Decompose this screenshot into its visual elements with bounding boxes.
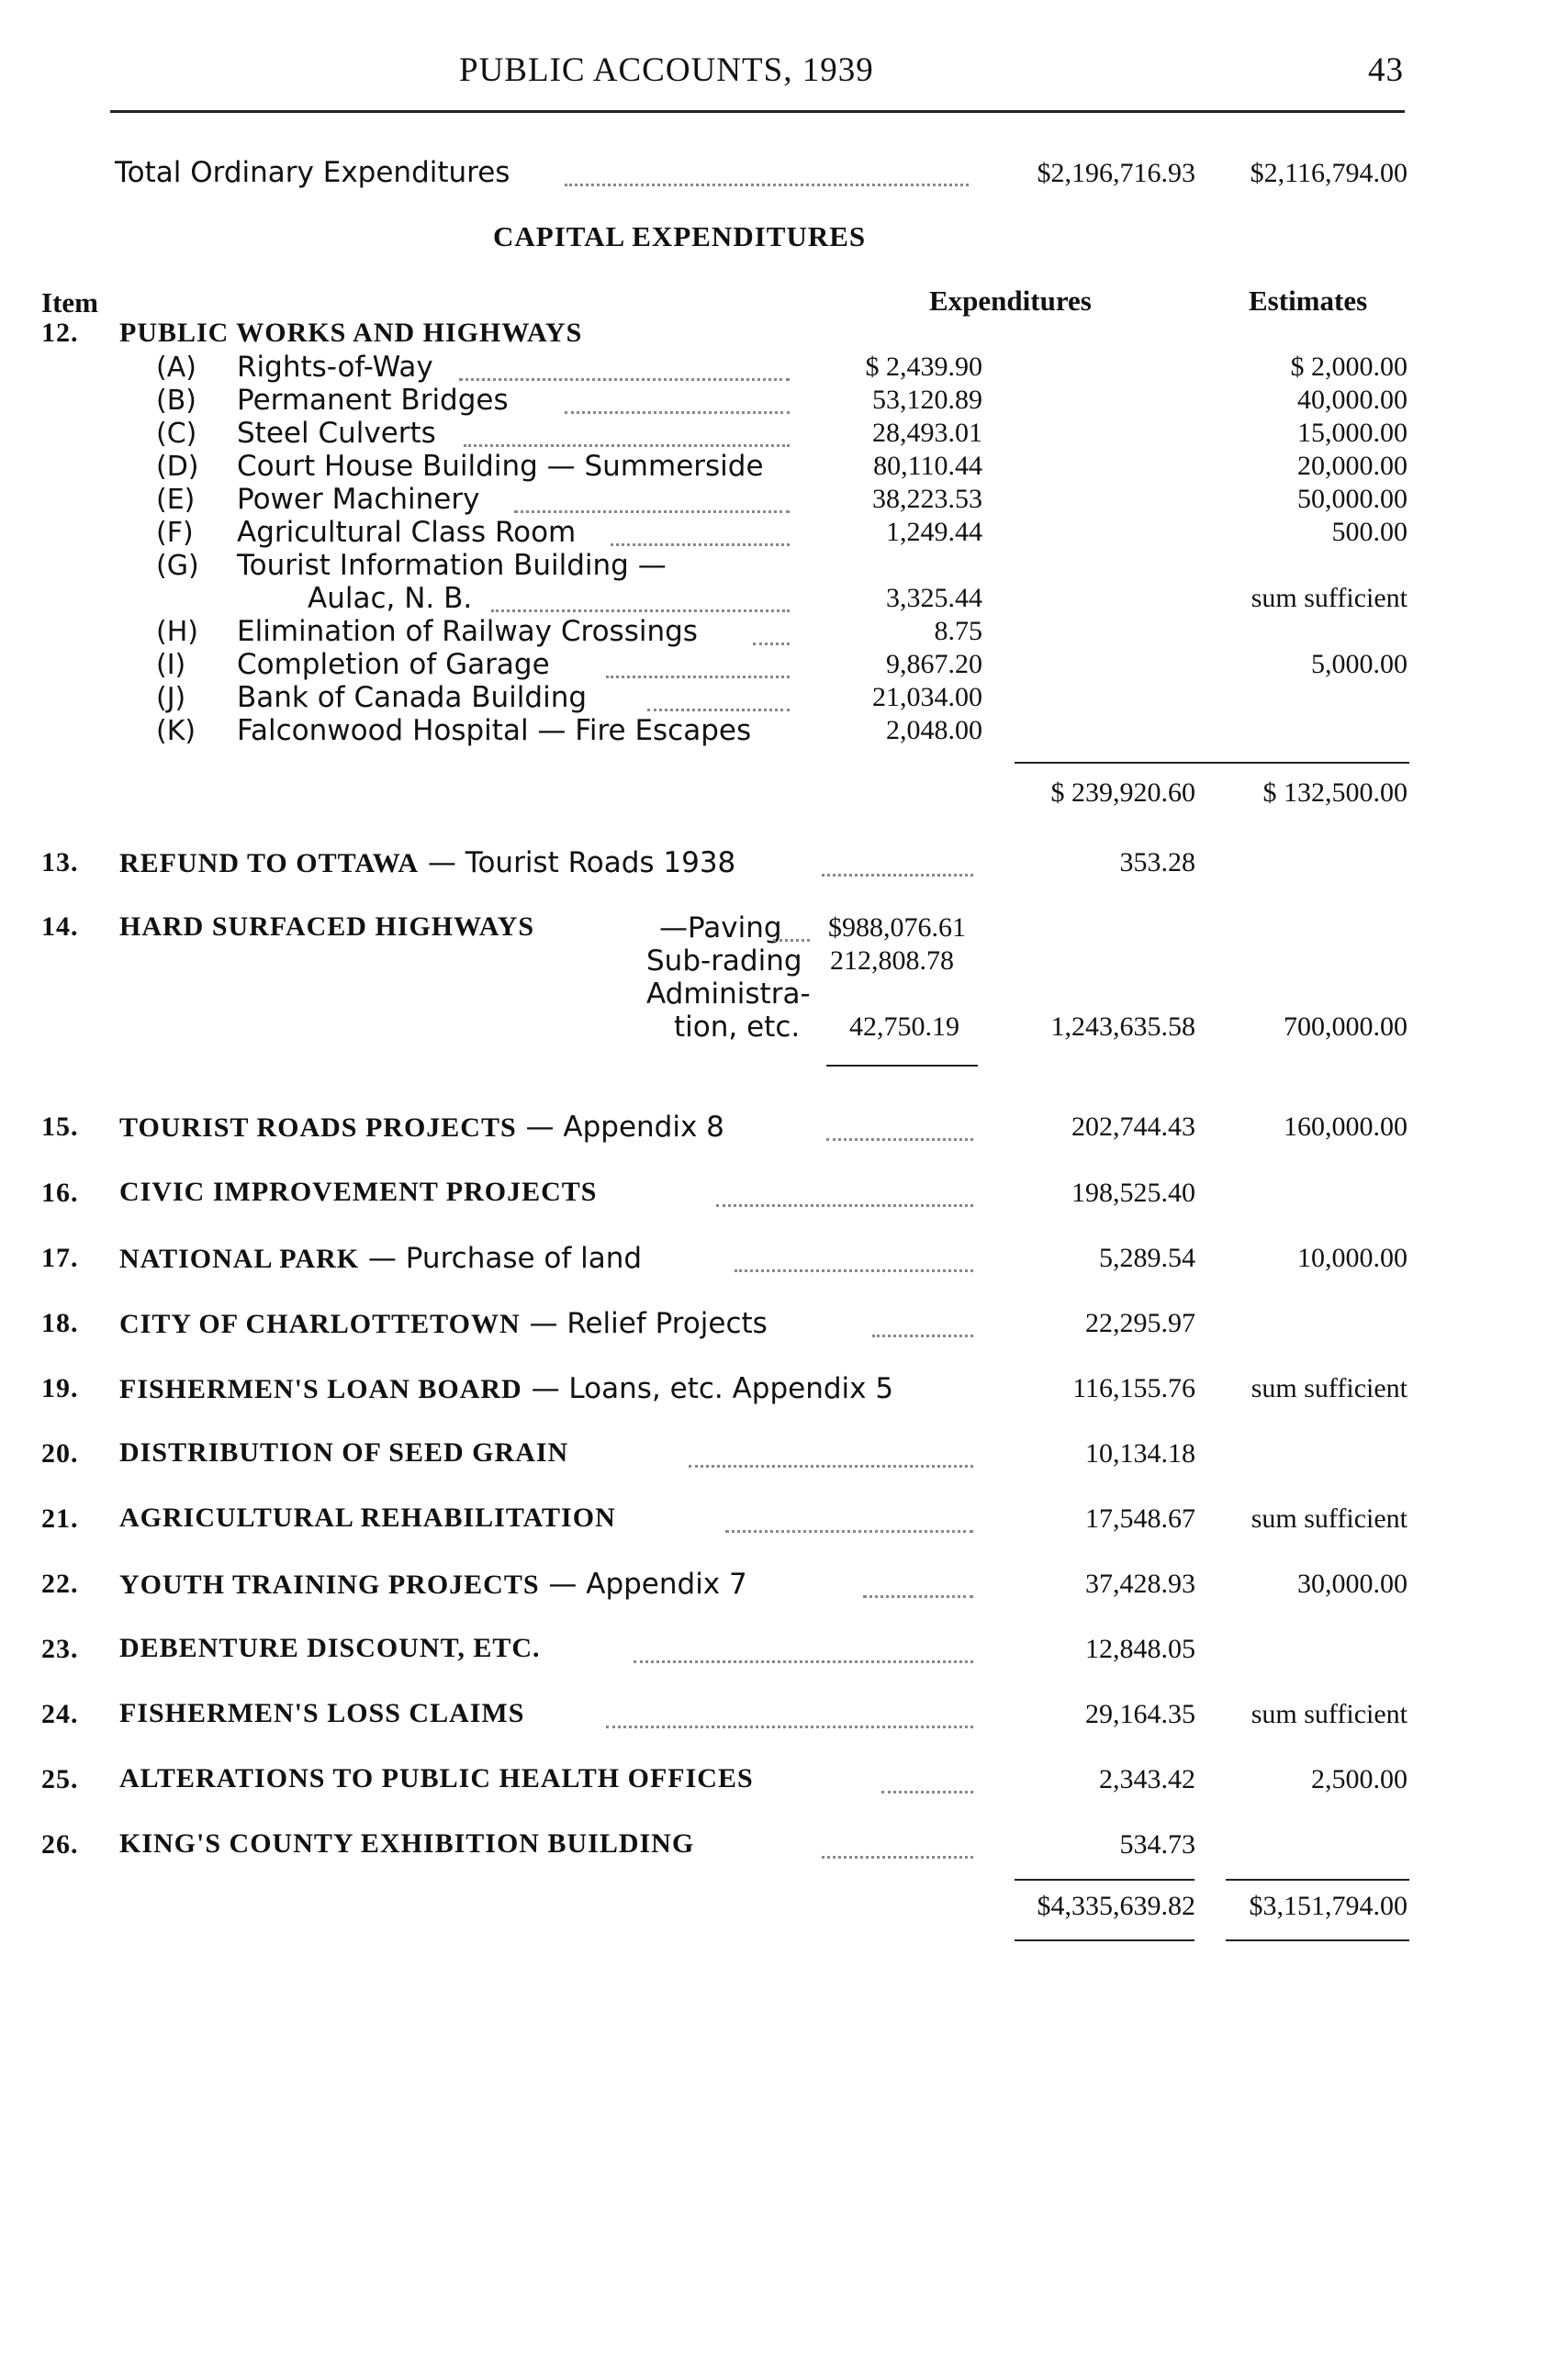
item14-row-label: Administra- [646,978,811,1011]
total-rule [1015,1939,1194,1941]
item-estimates: 160,000.00 [1284,1112,1408,1142]
total-rule [1226,1879,1409,1881]
row-amount: 38,223.53 [872,484,982,514]
row-label: Steel Culverts [237,417,436,450]
item-detail: — Purchase of land [359,1242,643,1275]
leader-dots [611,543,790,546]
item-number: 14. [41,911,79,942]
row-amount: 1,249.44 [886,517,982,547]
total-ordinary-estimates: $2,116,794.00 [1250,158,1408,188]
item-title: DISTRIBUTION OF SEED GRAIN [119,1437,569,1468]
row-letter: (B) [156,385,196,417]
item-expenditures: 2,343.42 [1099,1764,1195,1794]
total-ordinary-expenditures: $2,196,716.93 [1037,158,1195,188]
item-line [119,1698,524,1729]
row-amount: 21,034.00 [872,682,982,712]
item-line [119,1372,893,1405]
item-number: 26. [41,1829,79,1860]
item-number: 16. [41,1178,79,1208]
item-number: 25. [41,1764,79,1794]
item-title: CIVIC IMPROVEMENT PROJECTS [119,1177,598,1207]
row-estimate: 500.00 [1331,517,1408,547]
row-letter: (G) [156,550,199,582]
row-letter: (F) [156,517,194,549]
item-title: ALTERATIONS TO PUBLIC HEALTH OFFICES [119,1763,754,1793]
leader-dots [689,1465,973,1468]
row-amount: 8.75 [934,616,982,646]
row-letter: (H) [156,616,198,648]
item-number: 19. [41,1373,79,1403]
total-rule [1015,1879,1194,1881]
item-detail: — Tourist Roads 1938 [419,846,736,879]
row-amount: 53,120.89 [872,385,982,415]
row-amount: $ 2,439.90 [865,352,982,382]
row-amount: 3,325.44 [886,583,982,613]
grand-total-expenditures: $4,335,639.82 [1037,1891,1195,1921]
row-label: Permanent Bridges [237,384,509,417]
page-title: PUBLIC ACCOUNTS, 1939 [459,51,874,89]
item-expenditures: 202,744.43 [1071,1112,1195,1142]
row-label: Power Machinery [237,483,480,516]
row-estimate: 15,000.00 [1297,418,1408,448]
item-expenditures: 37,428.93 [1085,1569,1195,1599]
row-amount: 9,867.20 [886,649,982,679]
item-number: 17. [41,1243,79,1273]
row-letter: (J) [156,682,186,714]
item-title: PUBLIC WORKS AND HIGHWAYS [119,318,583,348]
item-detail: — Relief Projects [520,1307,768,1340]
column-item: Item [41,286,98,318]
item-expenditures: 22,295.97 [1085,1308,1195,1338]
item-line [119,1828,694,1860]
item-expenditures: 12,848.05 [1085,1634,1195,1664]
row-label: Rights-of-Way [237,351,433,384]
row-label: Elimination of Railway Crossings [237,615,698,648]
item-number: 13. [41,847,79,877]
row-letter: (C) [156,418,197,450]
item-title: AGRICULTURAL REHABILITATION [119,1503,616,1533]
item14-row-amount: $988,076.61 [828,912,966,943]
item14-row-amount: 212,808.78 [830,945,954,976]
item-expenditures: 534.73 [1119,1829,1195,1860]
item-title: NATIONAL PARK [119,1244,360,1274]
row-amount: 2,048.00 [886,715,982,745]
item-title: REFUND TO OTTAWA [119,848,420,878]
item-line [119,1111,724,1144]
leader-dots [459,378,790,381]
item-expenditures: 116,155.76 [1072,1373,1195,1403]
item-estimates: sum sufficient [1251,1699,1408,1729]
row-letter: (A) [156,352,196,384]
item-number: 18. [41,1308,79,1338]
total-ordinary-label: Total Ordinary Expenditures [115,156,510,189]
leader-dots [565,411,790,414]
leader-dots [725,1530,973,1533]
item-title: YOUTH TRAINING PROJECTS [119,1570,540,1600]
item-line [119,1568,747,1601]
leader-dots [716,1204,973,1207]
item-title: DEBENTURE DISCOUNT, ETC. [119,1633,541,1663]
item14-row-label: tion, etc. [674,1011,801,1044]
item-detail: — Appendix 7 [539,1568,747,1601]
item12-total-expenditures: $ 239,920.60 [1050,777,1195,808]
item13-expenditures: 353.28 [1119,847,1195,877]
leader-dots [491,609,790,612]
row-letter: (I) [156,649,186,681]
item14-row-amount: 42,750.19 [849,1011,959,1042]
item-line [119,1633,541,1664]
row-amount: 28,493.01 [872,418,982,448]
row-estimate: 50,000.00 [1297,484,1408,514]
item-line [119,846,735,879]
row-label: Bank of Canada Building [237,681,588,714]
item-title: HARD SURFACED HIGHWAYS [119,911,535,942]
leader-dots [753,642,790,645]
item-estimates: 2,500.00 [1311,1764,1408,1794]
item-number: 24. [41,1699,79,1729]
item-line [119,1503,616,1534]
item-line [119,1437,568,1469]
row-estimate: $ 2,000.00 [1290,352,1408,382]
row-label: Court House Building — Summerside [237,450,764,483]
leader-dots [735,1269,973,1272]
column-estimates: Estimates [1249,285,1368,317]
item14-row-label: —Paving [659,911,782,944]
column-expenditures: Expenditures [929,285,1092,317]
item-number: 15. [41,1112,79,1142]
item-expenditures: 5,289.54 [1099,1243,1195,1273]
item14-rule [826,1065,978,1067]
item-title: KING'S COUNTY EXHIBITION BUILDING [119,1828,695,1859]
row-estimate: 5,000.00 [1311,649,1408,679]
row-estimate: 20,000.00 [1297,451,1408,481]
item-estimates: sum sufficient [1251,1373,1408,1403]
item14-row-label: Sub-rading [646,944,802,978]
item-number: 21. [41,1503,79,1534]
item-expenditures: 29,164.35 [1085,1699,1195,1729]
leader-dots [863,1595,973,1598]
row-letter: (E) [156,484,196,516]
item-number: 23. [41,1634,79,1664]
page-number: 43 [1368,51,1404,89]
item-line [119,1307,768,1340]
item12-total-estimates: $ 132,500.00 [1262,777,1408,808]
leader-dots [565,184,969,186]
leader-dots [822,1856,973,1859]
item-title: FISHERMEN'S LOAN BOARD [119,1374,522,1404]
row-estimate: sum sufficient [1251,583,1408,613]
item-estimates: sum sufficient [1251,1503,1408,1534]
row-label: Falconwood Hospital — Fire Escapes [237,714,752,747]
subtotal-rule [1015,762,1409,764]
row-label: Completion of Garage [237,648,550,681]
leader-dots [634,1660,973,1663]
item-expenditures: 10,134.18 [1085,1438,1195,1469]
row-label: Tourist Information Building — [237,549,667,582]
grand-total-estimates: $3,151,794.00 [1249,1891,1408,1921]
section-title: CAPITAL EXPENDITURES [493,220,867,252]
leader-dots [826,1138,973,1141]
item-title: CITY OF CHARLOTTETOWN [119,1309,521,1339]
item-expenditures: 17,548.67 [1085,1503,1195,1534]
leader-dots [822,874,973,877]
item-estimates: 30,000.00 [1297,1569,1408,1599]
item14-estimates: 700,000.00 [1284,1011,1408,1042]
item-line [119,1242,642,1275]
row-amount: 80,110.44 [873,451,982,481]
row-label: Aulac, N. B. [308,582,473,615]
row-letter: (K) [156,715,196,747]
leader-dots [773,939,810,942]
leader-dots [647,709,790,711]
item-estimates: 10,000.00 [1297,1243,1408,1273]
leader-dots [881,1791,973,1793]
leader-dots [606,676,790,678]
item14-expenditures: 1,243,635.58 [1050,1011,1195,1042]
item-number: 22. [41,1569,79,1599]
item-number: 20. [41,1438,79,1469]
item-line [119,1763,754,1794]
leader-dots [464,444,790,447]
leader-dots [514,510,790,513]
row-label: Agricultural Class Room [237,516,577,549]
row-letter: (D) [156,451,199,483]
item-number: 12. [41,318,79,348]
header-rule [110,110,1405,113]
item-detail: — Loans, etc. Appendix 5 [522,1372,894,1405]
item-title: FISHERMEN'S LOSS CLAIMS [119,1698,525,1728]
item-title: TOURIST ROADS PROJECTS [119,1112,517,1143]
item-line [119,1177,598,1208]
leader-dots [872,1335,973,1337]
total-rule [1226,1939,1409,1941]
item-expenditures: 198,525.40 [1071,1178,1195,1208]
leader-dots [606,1726,973,1728]
row-estimate: 40,000.00 [1297,385,1408,415]
item-detail: — Appendix 8 [516,1111,724,1144]
